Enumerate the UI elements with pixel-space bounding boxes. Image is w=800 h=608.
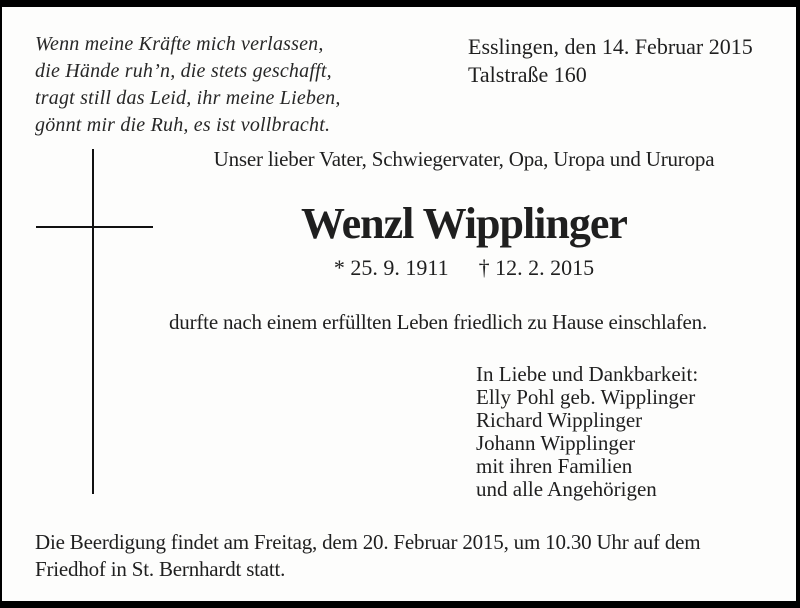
funeral-line: Die Beerdigung findet am Freitag, dem 20. Februar 2015, um 10.30 Uhr auf dem: [35, 530, 701, 554]
life-dates: [162, 255, 766, 281]
poem-line: tragt still das Leid, ihr meine Lieben,: [35, 87, 341, 109]
cross-horizontal-bar: [36, 226, 153, 228]
poem-line: gönnt mir die Ruh, es ist vollbracht.: [35, 114, 331, 136]
cross-vertical-bar: [92, 149, 94, 494]
poem-line: Wenn meine Kräfte mich verlassen,: [35, 33, 324, 55]
birth-date: * 25. 9. 1911: [333, 255, 449, 280]
mourner-line: mit ihren Familien: [476, 454, 633, 478]
mourner-name: Elly Pohl geb. Wipplinger: [476, 385, 696, 409]
mourners-heading: In Liebe und Dankbarkeit:: [476, 362, 699, 386]
memorial-poem: [35, 31, 341, 139]
mourner-line: und alle Angehörigen: [476, 477, 657, 501]
address: Talstraße 160: [468, 62, 587, 87]
place-date-block: [468, 33, 753, 89]
relation-intro: Unser lieber Vater, Schwiegervater, Opa, Uropa und Ururopa: [213, 147, 715, 171]
passing-sentence: durfte nach einem erfüllten Leben friedlich zu Hause einschlafen.: [169, 310, 707, 334]
funeral-details: [35, 529, 700, 583]
deceased-name: Wenzl Wipplinger: [301, 199, 627, 248]
death-date: † 12. 2. 2015: [478, 255, 595, 280]
poem-line: die Hände ruh’n, die stets geschafft,: [35, 60, 332, 82]
place-date: Esslingen, den 14. Februar 2015: [468, 34, 753, 59]
funeral-line: Friedhof in St. Bernhardt statt.: [35, 557, 286, 581]
mourners-block: [476, 363, 698, 501]
mourner-name: Johann Wipplinger: [476, 431, 636, 455]
mourner-name: Richard Wipplinger: [476, 408, 643, 432]
